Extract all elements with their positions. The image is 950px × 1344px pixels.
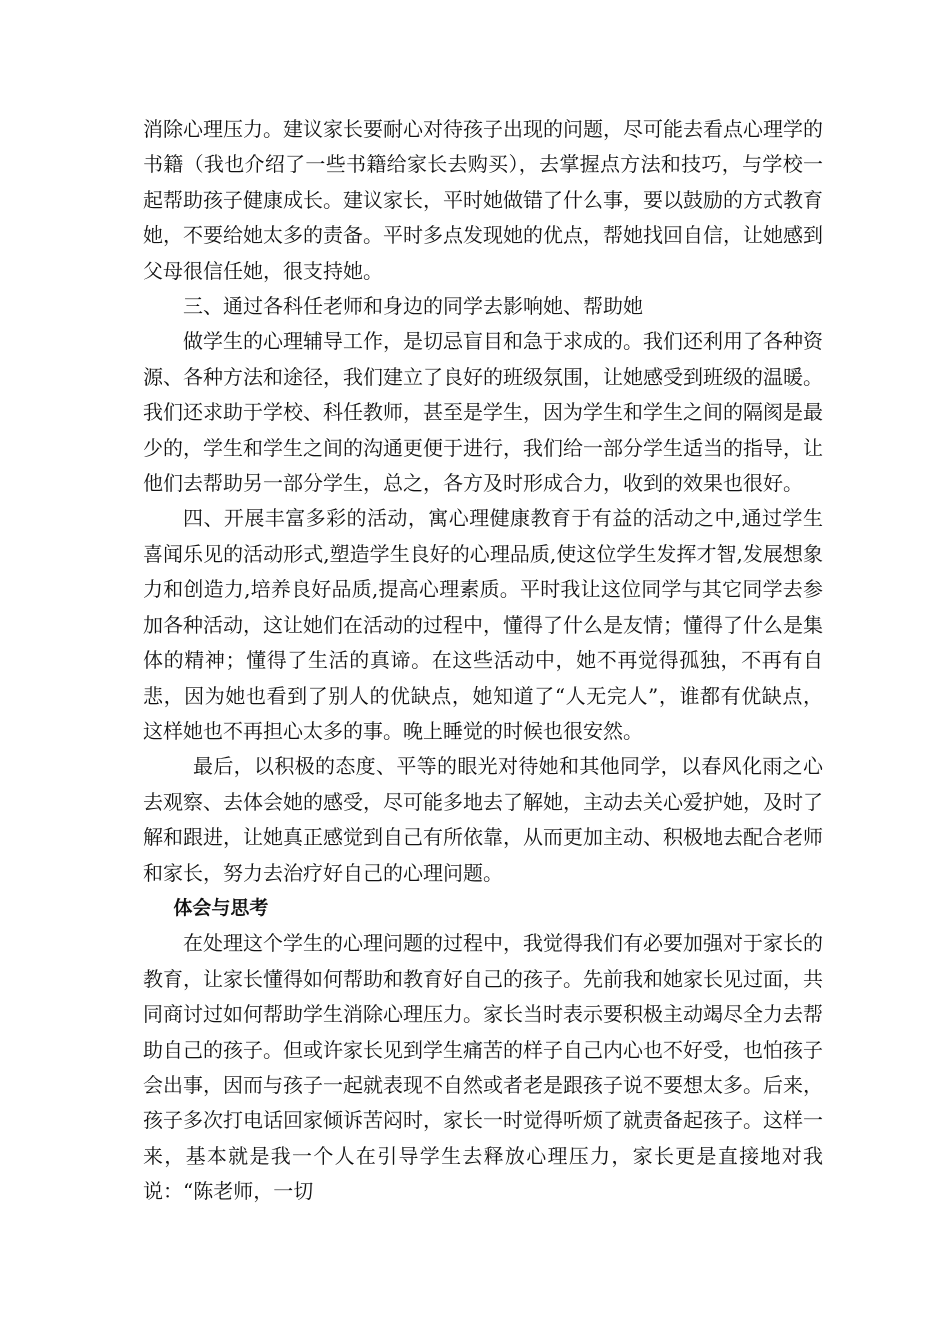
paragraph-parent-advice: 消除心理压力。建议家长要耐心对待孩子出现的问题，尽可能去看点心理学的书籍（我也介绍了一些书籍给家长去购买），去掌握点方法和技巧，与学校一起帮助孩子健康成长。建议家长，平时她做错了什么事，要以鼓励的方式教育她，不要给她太多的责备。平时多点发现她的优点，帮她找回自信，让她感到父母很信任她，很支持她。 — [143, 117, 823, 283]
paragraph-finally: 最后，以积极的态度、平等的眼光对待她和其他同学，以春风化雨之心去观察、去体会她的感受，尽可能多地去了解她，主动去关心爱护她，及时了解和跟进，让她真正感觉到自己有所依靠，从而更加主动、积极地去配合老师和家长，努力去治疗好自己的心理问题。 — [143, 754, 823, 885]
paragraph-resources: 做学生的心理辅导工作，是切忌盲目和急于求成的。我们还利用了各种资源、各种方法和途径，我们建立了良好的班级氛围，让她感受到班级的温暖。我们还求助于学校、科任教师，甚至是学生，因为学生和学生之间的隔阂是最少的，学生和学生之间的沟通更便于进行，我们给一部分学生适当的指导，让他们去帮助另一部分学生，总之，各方及时形成合力，收到的效果也很好。 — [143, 329, 823, 496]
document-body — [143, 112, 823, 1210]
section-heading-reflection: 体会与思考 — [173, 896, 269, 919]
paragraph-activities: 四、开展丰富多彩的活动，寓心理健康教育于有益的活动之中,通过学生喜闻乐见的活动形式,塑造学生良好的心理品质,使这位学生发挥才智,发展想象力和创造力,培养良好品质,提高心理素质。平时我让这位同学与其它同学去参加各种活动，这让她们在活动的过程中，懂得了什么是友情；懂得了什么是集体的精神；懂得了生活的真谛。在这些活动中，她不再觉得孤独，不再有自悲，因为她也看到了别人的优缺点，她知道了“人无完人”，谁都有优缺点，这样她也不再担心太多的事。晚上睡觉的时候也很安然。 — [143, 506, 823, 743]
section-heading-three: 三、通过各科任老师和身边的同学去影响她、帮助她 — [183, 294, 643, 319]
paragraph-reflection: 在处理这个学生的心理问题的过程中，我觉得我们有必要加强对于家长的教育，让家长懂得如何帮助和教育好自己的孩子。先前我和她家长见过面，共同商讨过如何帮助学生消除心理压力。家长当时表示要积极主动竭尽全力去帮助自己的孩子。但或许家长见到学生痛苦的样子自己内心也不好受，也怕孩子会出事，因而与孩子一起就表现不自然或者老是跟孩子说不要想太多。后来，孩子多次打电话回家倾诉苦闷时，家长一时觉得听烦了就责备起孩子。这样一来，基本就是我一个人在引导学生去释放心理压力，家长更是直接地对我说：“陈老师，一切 — [143, 931, 823, 1204]
